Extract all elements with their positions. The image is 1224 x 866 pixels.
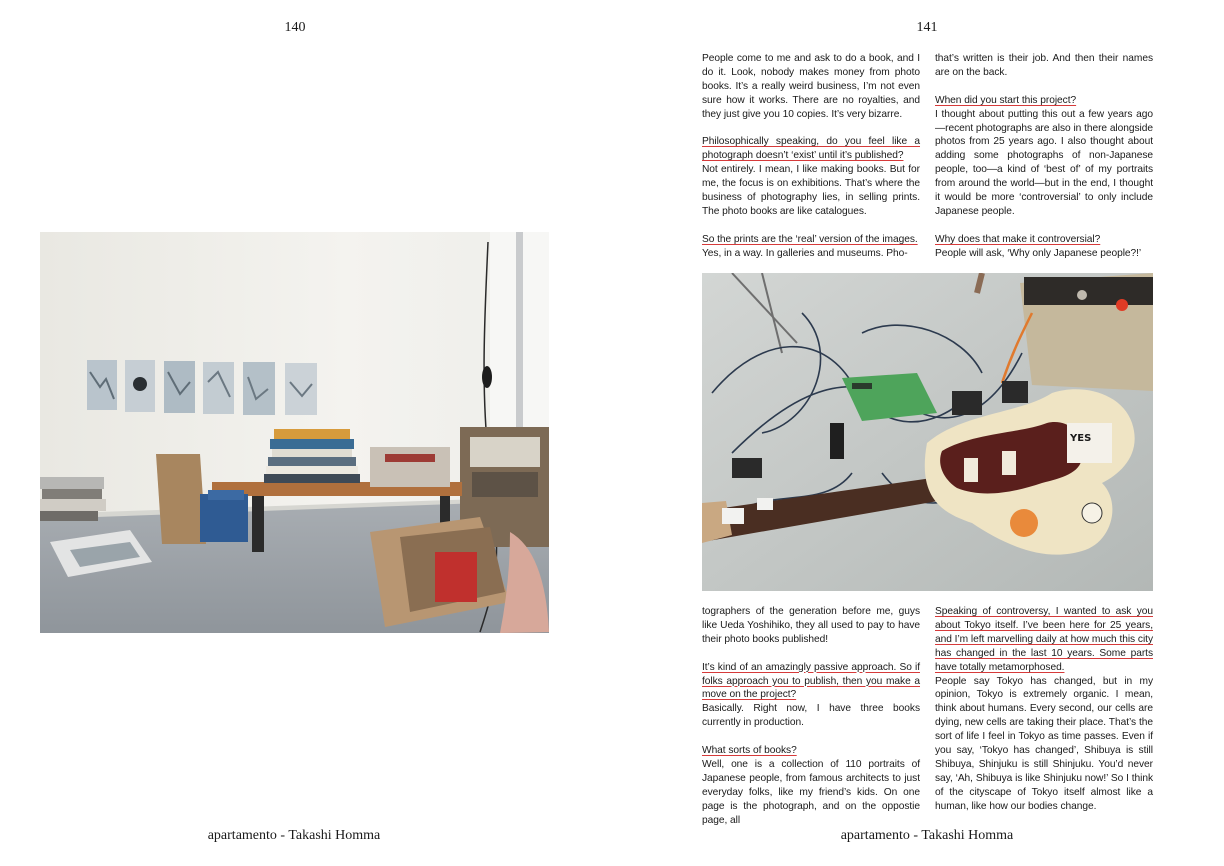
question-text: Philosophically speaking, do you feel like a photograph doesn’t ‘exist’ until it’s published? bbox=[702, 136, 920, 162]
studio-photo bbox=[40, 232, 549, 633]
question-text: Speaking of controversy, I wanted to ask you about Tokyo itself. I’ve been here for 25 years, and I’m left marvelling daily at how much this city has changed in the last 10 years. Some parts have totally metamorphosed. bbox=[935, 606, 1153, 673]
studio-photo-drawing bbox=[40, 232, 549, 633]
question-text: So the prints are the ‘real’ version of the images. bbox=[702, 233, 918, 245]
interview-column-bottom-left bbox=[702, 605, 920, 827]
answer-text: Well, one is a collection of 110 portraits of Japanese people, from famous architects to just everyday folks, like my friend’s kids. On one page is the photograph, and on the oppostie page, all bbox=[702, 758, 920, 826]
guitar-photo bbox=[702, 273, 1153, 591]
left-page-number: 140 bbox=[284, 20, 306, 35]
svg-text:YES: YES bbox=[1070, 433, 1092, 444]
question-text: When did you start this project? bbox=[935, 94, 1077, 106]
answer-text: Basically. Right now, I have three books currently in production. bbox=[702, 703, 920, 729]
interview-column-top-right bbox=[935, 52, 1153, 261]
right-page-footer: apartamento - Takashi Homma bbox=[840, 828, 1014, 843]
answer-text: People will ask, ‘Why only Japanese people?!’ bbox=[935, 247, 1142, 259]
guitar-photo-drawing bbox=[702, 273, 1153, 591]
right-page-number: 141 bbox=[916, 20, 938, 35]
answer-text: Not entirely. I mean, I like making books. But for me, the focus is on exhibitions. That’s where the business of photography lies, in selling prints. The photo books are like catalogues. bbox=[702, 164, 920, 217]
answer-text: tographers of the generation before me, guys like Ueda Yoshihiko, they all used to pay to have their photo books published! bbox=[702, 606, 920, 645]
question-text: What sorts of books? bbox=[702, 745, 797, 757]
question-text: Why does that make it controversial? bbox=[935, 233, 1101, 245]
answer-text: People say Tokyo has changed, but in my opinion, Tokyo is extremely organic. I mean, think about humans. Every second, our cells are dying, new cells are taking their place. That’s the sort of life I feel in Tokyo as time passes. Even if you say, ‘Tokyo has changed’, Shibuya is still Shibuya, Shinjuku is still Shinjuku. You’d never say, ‘Ah, Shibuya is like Shinjuku now!’ So I think of the cityscape of Tokyo itself almost like a human, like how our bodies change. bbox=[935, 675, 1153, 812]
question-text: It’s kind of an amazingly passive approach. So if folks approach you to publish, then you make a move on the project? bbox=[702, 661, 920, 701]
left-page-footer: apartamento - Takashi Homma bbox=[207, 828, 381, 843]
answer-text: People come to me and ask to do a book, and I do it. Look, nobody makes money from photo books. It’s a really weird business, I’m not even sure how it works. There are no royalties, and they just give you 10 copies. It’s very bizarre. bbox=[702, 53, 920, 120]
answer-text: I thought about putting this out a few years ago—recent photographs are also in there alongside photos from 25 years ago. I also thought about adding some photographs of non-Japanese people, too—a kind of ‘best of’ of my portraits from around the world—but in the end, I thought it would be more ‘controversial’ to only include Japanese people. bbox=[935, 108, 1153, 217]
interview-column-top-left bbox=[702, 52, 920, 261]
answer-text: Yes, in a way. In galleries and museums. Pho- bbox=[702, 247, 908, 259]
interview-column-bottom-right bbox=[935, 605, 1153, 814]
answer-text: that’s written is their job. And then their names are on the back. bbox=[935, 53, 1153, 78]
